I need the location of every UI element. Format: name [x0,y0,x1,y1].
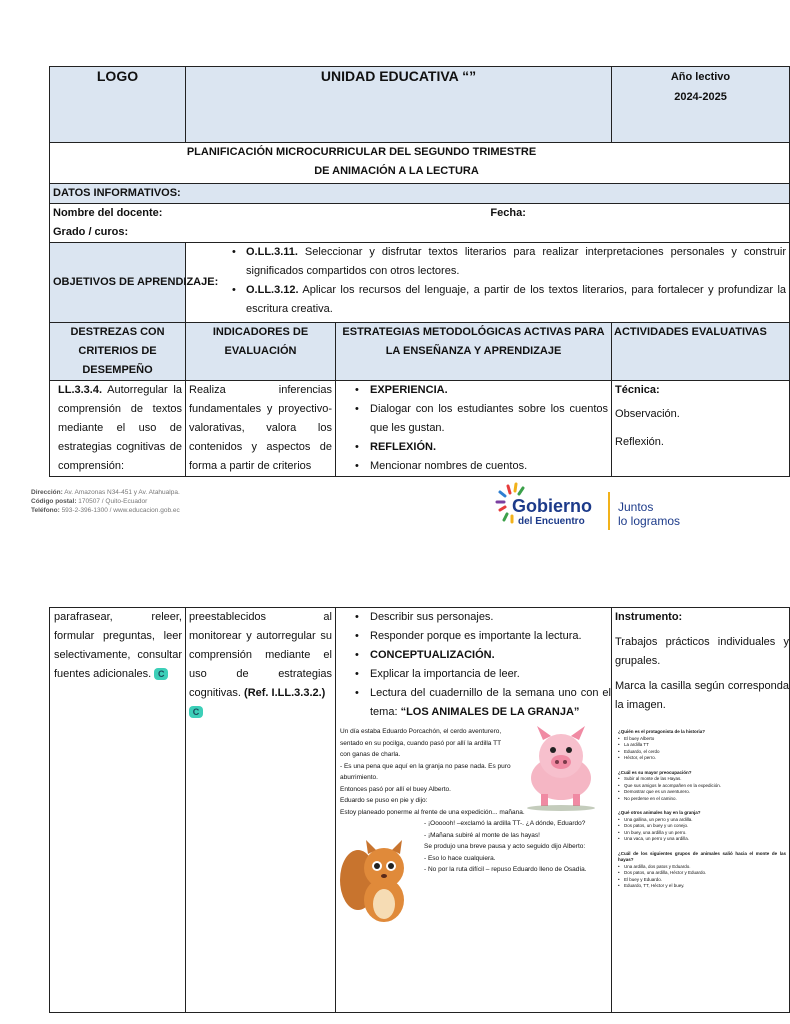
estrategias-cell [336,381,612,477]
tecnica-reflexion: Reflexión. [615,436,664,448]
story-excerpt [336,722,611,1012]
datos-row [50,184,790,204]
planning-table-page-2 [49,607,790,1013]
estrategia-item: • CONCEPTUALIZACIÓN. [336,646,611,665]
header-row [50,67,790,143]
title-line-2: DE ANIMACIÓN A LA LECTURA [314,165,479,177]
indicador-cell: Realiza inferencias fundamentales y proyectivo-valorativas, valora los contenidos y aspectos de forma a partir de criterios [186,381,336,477]
instrumento-trabajos: Trabajos prácticos individuales y grupales. [615,636,789,667]
instrumento-label: Instrumento: [615,611,683,623]
quiz-question: ¿Qué otros animales hay en la granja? • Una gallina, un perro y una ardilla. • Dos patos, un buey y un conejo. • Un buey, una ardilla y un perro. • Una vaca, un perro y una ardilla. [618,810,786,843]
instrumento-marca: Marca la casilla según corresponda la imagen. [615,680,789,711]
school-name: UNIDAD EDUCATIVA “” [186,67,612,143]
estrategias-cont-cell [336,608,612,1013]
tecnica-label: Técnica: [615,384,660,396]
squirrel-illustration-icon [338,840,416,928]
fecha-label: Fecha: [490,207,526,219]
tecnica-observacion: Observación. [615,408,680,420]
year-label: Año lectivo [670,71,731,83]
objetivos-label: OBJETIVOS DE APRENDIZAJE: [50,243,186,323]
estrategia-item: • Describir sus personajes. [336,608,611,627]
objetivo-item: • O.LL.3.12. Aplicar los recursos del lenguaje, a partir de los textos literarios, para fortalecer y profundizar la escritura creativa. [226,281,786,319]
col-indicadores: INDICADORES DE EVALUACIÓN [186,323,336,381]
content-row-page-1 [50,381,790,477]
pig-illustration-icon [515,722,607,814]
estrategia-item: • Explicar la importancia de leer. [336,665,611,684]
school-year [612,67,790,143]
title-line-1: PLANIFICACIÓN MICROCURRICULAR DEL SEGUNDO TRIMESTRE [186,146,537,158]
estrategia-item: • EXPERIENCIA. [336,381,608,400]
c-badge-icon: C [189,706,203,718]
juntos-slogan: Juntos lo logramos [618,500,681,528]
story-line: - ¡Oooooh! –exclamó la ardilla TT-. ¿A dónde, Eduardo? [424,820,586,827]
estrategia-item: • REFLEXIÓN. [336,438,608,457]
datos-informativos-label: DATOS INFORMATIVOS: [50,184,790,204]
docente-label: Nombre del docente: [53,207,163,219]
column-header-row [50,323,790,381]
estrategia-item: • Mencionar nombres de cuentos. [336,457,608,476]
page-2 [0,560,789,1024]
c-badge-icon: C [154,668,168,680]
gobierno-sub: del Encuentro [518,516,585,527]
year-value: 2024-2025 [674,91,727,103]
story-line: - Eso lo hace cualquiera. [424,854,496,862]
destreza-cell: LL.3.3.4. Autorregular la comprensión de textos mediante el uso de estrategias cognitivas de comprensión: [50,381,186,477]
quiz-question: ¿Cuál es su mayor preocupación? • Subir al monte de las Hayas. • Que sus amigos le acompañen en la expedición. • Demostrar que es un aventurero. • No perderse en el camino. [618,770,786,803]
col-destrezas: DESTREZAS CON CRITERIOS DE DESEMPEÑO [50,323,186,381]
col-estrategias: ESTRATEGIAS METODOLÓGICAS ACTIVAS PARA LA ENSEÑANZA Y APRENDIZAJE [336,323,612,381]
story-line: Eduardo se puso en pie y dijo: [340,797,428,804]
logo-divider [608,492,610,530]
logo-cell: LOGO [50,67,186,143]
story-line: - No por la ruta difícil – repuso Eduardo lleno de Osadía. [424,866,587,873]
objetivo-item: • O.LL.3.11. Seleccionar y disfrutar textos literarios para realizar interpretaciones personales y construir significados compartidos con otros lectores. [226,243,786,281]
story-line: Se produjo una breve pausa y acto seguido dijo Alberto: [424,843,586,850]
col-actividades: ACTIVIDADES EVALUATIVAS [612,323,790,381]
tecnica-cell [612,381,790,477]
gobierno-word: Gobierno [512,496,592,516]
docente-cell [50,204,790,243]
instrumento-cell [612,608,790,1013]
quiz-question: ¿Quién es el protagonista de la historia? • El buey Alberto • La ardilla TT • Eduardo, el cerdo • Héctor, el perro. [618,729,786,762]
footer-contact: Dirección: Av. Amazonas N34-451 y Av. Atahualpa. Código postal: 170507 / Quito-Ecuador Teléfono: 593-2-396-1300 / www.educacion.gob.ec [31,489,180,514]
story-line: Entonces pasó por allí el buey Alberto. [340,785,451,793]
story-line: Un día estaba Eduardo Porcachón, el cerdo aventurero, sentado en su pocilga, cuando pasó por allí la ardilla TT con ganas de charla. [340,728,502,758]
estrategia-item: • Responder porque es importante la lectura. [336,627,611,646]
docente-row [50,204,790,243]
document-title [50,143,790,184]
grado-label: Grado / curos: [53,226,129,238]
destreza-cont-cell: parafrasear, releer, formular preguntas, leer selectivamente, consultar fuentes adicionales. C [50,608,186,1013]
content-row-page-2 [50,608,790,1013]
estrategia-item: • Dialogar con los estudiantes sobre los cuentos que les gustan. [336,400,608,438]
reading-quiz [615,715,789,896]
planning-table-page-1 [49,66,790,477]
estrategia-item: • Lectura del cuadernillo de la semana uno con el tema: “LOS ANIMALES DE LA GRANJA” [336,684,611,722]
objetivos-list [186,243,790,323]
story-line: - Es una pena que aquí en la granja no pase nada. Es puro aburrimiento. [340,762,511,781]
title-row [50,143,790,184]
objetivos-row [50,243,790,323]
indicador-cont-cell: preestablecidos al monitorear y autorregular su comprensión mediante el uso de estrategias cognitivas. (Ref. I.LL.3.3.2.) C [186,608,336,1013]
story-line: Estoy planeado ponerme al frente de una expedición... mañana. [340,808,525,816]
quiz-question: ¿Cuál de los siguientes grupos de animales salió hacia el monte de las hayas? • Una ardilla, dos patos y Eduardo. • Dos patos, una ardilla, Héctor y Eduardo. • El buey y Eduardo. • Eduardo, TT, Héctor y el buey. [618,851,786,890]
gobierno-logo [494,480,704,536]
story-line: - ¡Mañana subiré al monte de las hayas! [424,831,540,839]
